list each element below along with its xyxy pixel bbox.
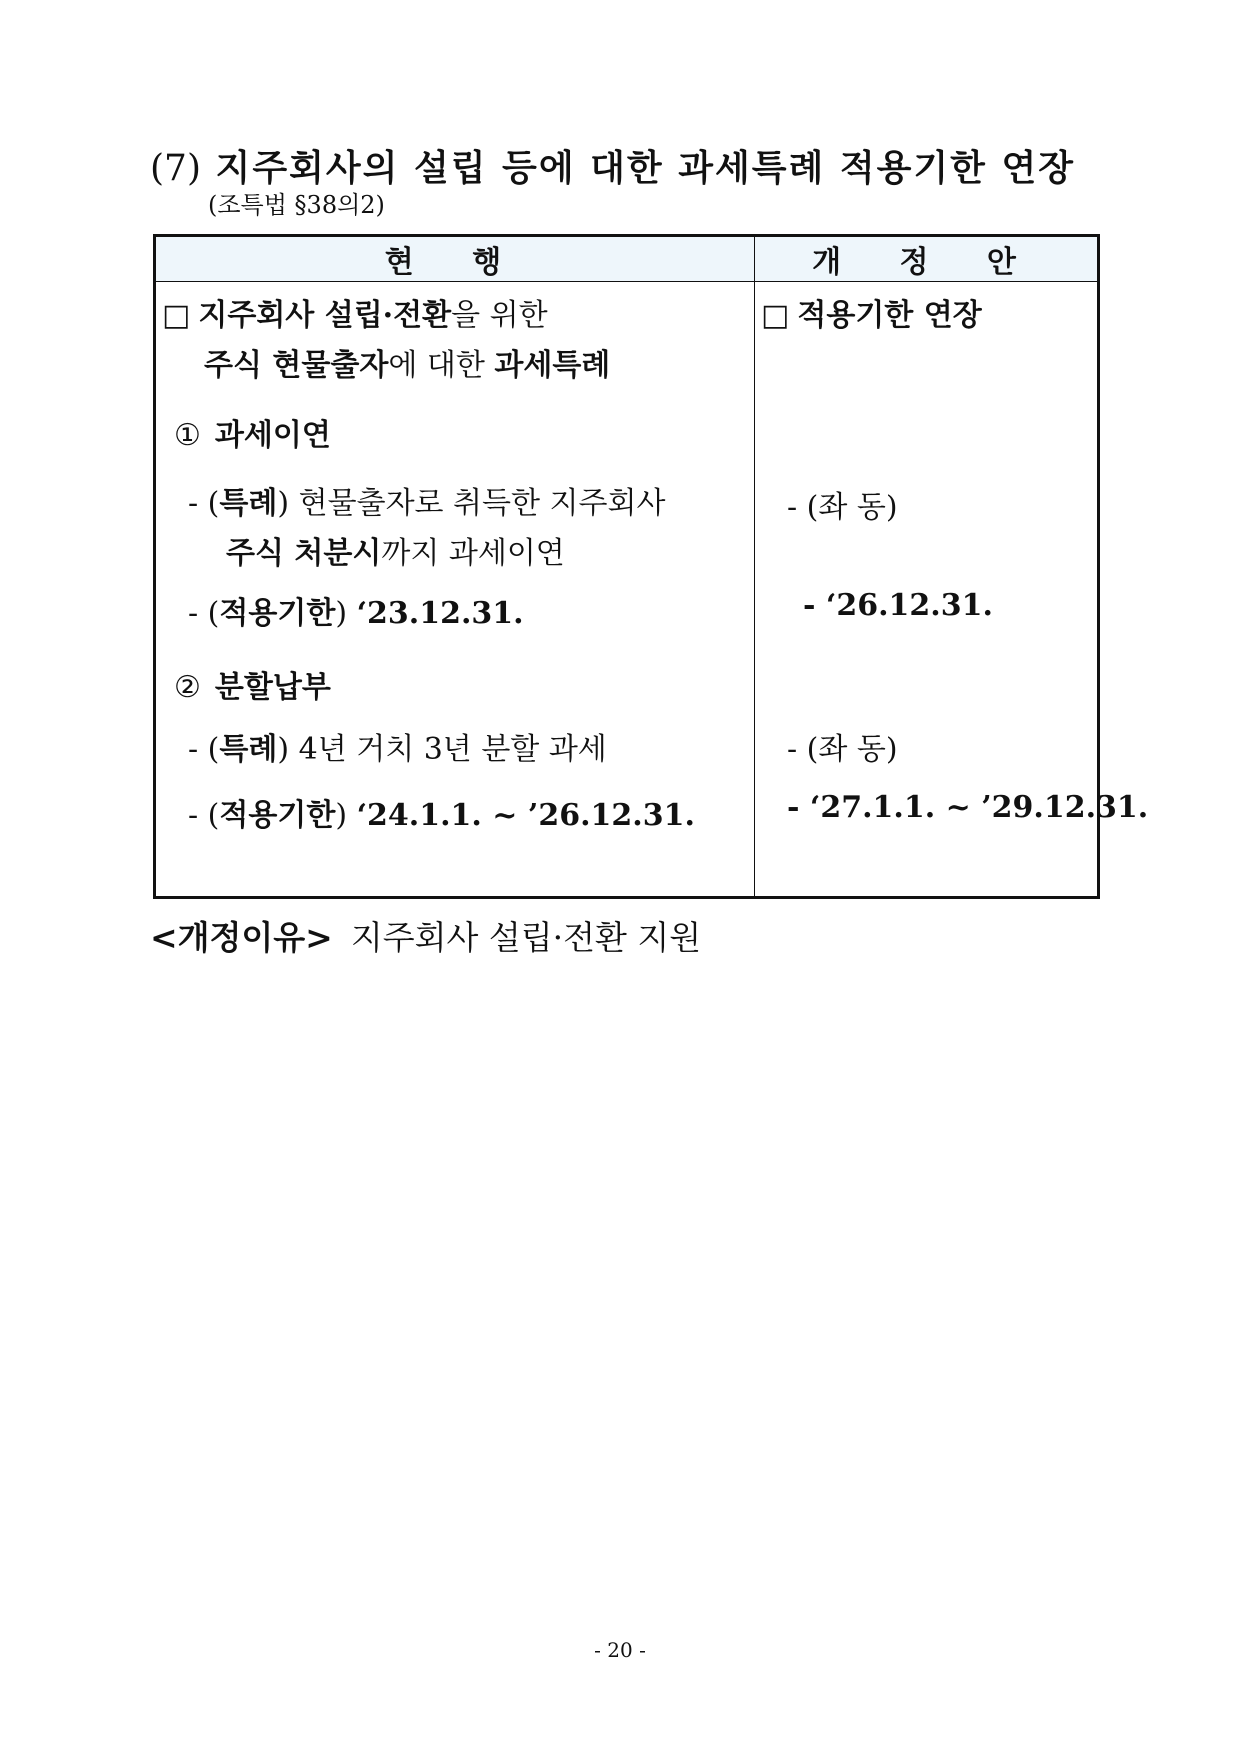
paren: ) — [335, 596, 348, 631]
current-item2-period — [188, 790, 695, 834]
revised-intro-bold: 적용기한 연장 — [797, 298, 982, 333]
section-subtitle: (조특법 §38의2) — [208, 191, 385, 219]
page-number: - 20 - — [594, 1638, 646, 1662]
current-intro-text2: 에 대한 — [388, 348, 485, 383]
current-item2-period-value: ‘24.1.1. ~ ’26.12.31. — [356, 798, 695, 833]
dash: - ( — [188, 486, 220, 521]
current-item2-special — [188, 724, 607, 768]
special-label: 특례 — [219, 732, 278, 767]
dash: - ( — [188, 732, 220, 767]
table-body-row — [155, 282, 1099, 898]
amendment-reason — [150, 912, 701, 959]
period-label: 적용기한 — [219, 596, 336, 631]
paren: ) — [277, 732, 290, 767]
dash: - ( — [188, 798, 220, 833]
paren: ) — [277, 486, 290, 521]
current-intro-bold1: 지주회사 설립·전환 — [198, 298, 452, 333]
checkbox-icon: □ — [761, 298, 790, 333]
revised-item1-special: - (좌 동) — [787, 490, 898, 525]
current-item2-special-text: 4년 거치 3년 분할 과세 — [298, 732, 607, 767]
current-column — [155, 282, 755, 898]
current-item1-title: 과세이연 — [214, 418, 331, 453]
revised-item1-period: - ‘26.12.31. — [803, 588, 993, 623]
header-revised: 개 정 안 — [755, 236, 1099, 282]
dash: - ( — [188, 596, 220, 631]
checkbox-icon: □ — [162, 298, 191, 333]
paren: ) — [335, 798, 348, 833]
header-current: 현 행 — [155, 236, 755, 282]
section-title — [150, 140, 1100, 191]
special-label: 특례 — [219, 486, 278, 521]
current-intro-line1 — [162, 290, 548, 334]
current-intro-text1: 을 위한 — [451, 298, 548, 333]
current-item1-special-bold2: 주식 처분시 — [226, 536, 382, 571]
current-item1-period-value: ‘23.12.31. — [356, 596, 524, 631]
reason-text: 지주회사 설립·전환 지원 — [350, 918, 702, 957]
current-item2-title: 분할납부 — [214, 670, 331, 705]
circled-two-marker: ② — [174, 670, 201, 705]
current-item1-special — [188, 478, 665, 522]
revised-intro-line — [761, 290, 982, 334]
current-item2-heading — [174, 662, 331, 706]
comparison-table — [153, 234, 1149, 899]
section-number: (7) — [150, 148, 201, 189]
current-intro-bold2: 주식 현물출자 — [204, 348, 389, 383]
revised-column — [755, 282, 1149, 898]
current-item1-special-text: 현물출자로 취득한 지주회사 — [298, 486, 666, 521]
current-item1-special-cont — [226, 528, 565, 572]
current-intro-bold3: 과세특례 — [494, 348, 611, 383]
current-item1-heading — [174, 410, 331, 454]
current-item1-special-text2: 까지 과세이연 — [381, 536, 565, 571]
period-label: 적용기한 — [219, 798, 336, 833]
reason-label: <개정이유> — [150, 918, 333, 957]
revised-item2-period: - ‘27.1.1. ~ ’29.12.31. — [787, 790, 1149, 825]
section-title-text: 지주회사의 설립 등에 대한 과세특례 적용기한 연장 — [215, 147, 1076, 189]
current-item1-period — [188, 588, 524, 632]
revised-item2-special: - (좌 동) — [787, 732, 898, 767]
table-header-row — [155, 236, 1099, 282]
circled-one-marker: ① — [174, 418, 201, 453]
current-intro-line2 — [204, 340, 610, 384]
